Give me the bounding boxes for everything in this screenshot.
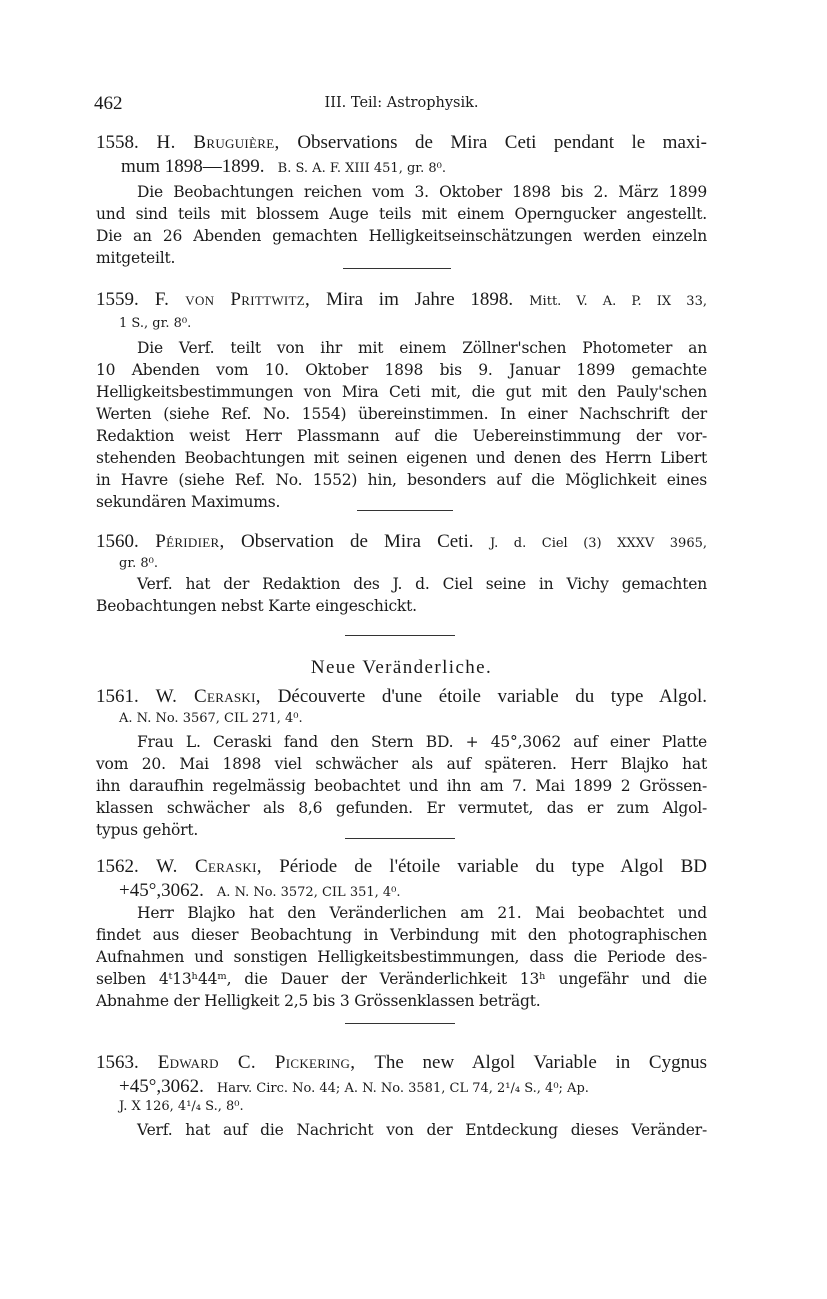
entry-author: H. Bruguière, (156, 132, 280, 153)
body-line: Redaktion weist Herr Plassmann auf die Uebereinstimmung der vor- (96, 427, 707, 445)
body-line: Die an 26 Abenden gemachten Helligkeitseinschätzungen werden einzeln (96, 227, 707, 245)
entry-title: Observations de Mira Ceti pendant le maxi- (297, 132, 707, 153)
entry-author: W. Ceraski, (155, 686, 261, 707)
body-line: Die Verf. teilt von ihr mit einem Zöllner'schen Photometer an (137, 339, 707, 357)
body-line: Frau L. Ceraski fand den Stern BD. + 45°,3062 auf einer Platte (137, 733, 707, 751)
entry-citation: B. S. A. F. XIII 451, gr. 8⁰. (277, 161, 446, 176)
body-line: klassen schwächer als 8,6 gefunden. Er vermutet, das er zum Algol- (96, 799, 707, 817)
entry-citation: Mitt. V. A. P. IX 33, (529, 294, 707, 309)
entry-title-cont: +45°,3062. (119, 880, 204, 901)
entry-author: Edward C. Pickering, (157, 1052, 356, 1073)
entry-1560-heading (96, 532, 707, 551)
separator-rule (357, 510, 453, 511)
body-line: Die Beobachtungen reichen vom 3. Oktober 1898 bis 2. März 1899 (137, 183, 707, 201)
body-line: Aufnahmen und sonstigen Helligkeitsbestimmungen, dass die Periode des- (96, 948, 707, 966)
entry-1563-heading (96, 1053, 707, 1072)
entry-citation-cont: A. N. No. 3567, CIL 271, 4⁰. (119, 711, 303, 726)
entry-number: 1563. (96, 1052, 139, 1073)
body-line: stehenden Beobachtungen mit seinen eigenen und denen des Herrn Libert (96, 449, 707, 467)
entry-number: 1561. (96, 686, 139, 707)
running-title: III. Teil: Astrophysik. (324, 95, 479, 111)
entry-1562-heading-cont (119, 881, 707, 900)
entry-1558-heading-cont (121, 157, 707, 176)
entry-title: The new Algol Variable in Cygnus (374, 1052, 707, 1073)
entry-number: 1558. (96, 132, 139, 153)
entry-title: Découverte d'une étoile variable du type Algol. (277, 686, 708, 707)
entry-citation: Harv. Circ. No. 44; A. N. No. 3581, CL 74, 2¹/₄ S., 4⁰; Ap. (216, 1081, 589, 1096)
entry-author: F. von Prittwitz, (154, 289, 311, 310)
body-line: Verf. hat der Redaktion des J. d. Ciel seine in Vichy gemachten (137, 575, 707, 593)
entry-title-cont: mum 1898—1899. (121, 156, 265, 177)
entry-title: Période de l'étoile variable du type Algol BD (279, 856, 707, 877)
body-line: sekundären Maximums. (96, 493, 281, 511)
body-line: ihn daraufhin regelmässig beobachtet und ihn am 7. Mai 1899 2 Grössen- (96, 777, 707, 795)
entry-citation: A. N. No. 3572, CIL 351, 4⁰. (216, 885, 401, 900)
entry-1562-heading (96, 857, 707, 876)
entry-1561-heading (96, 687, 707, 706)
body-line: mitgeteilt. (96, 249, 176, 267)
entry-title: Mira im Jahre 1898. (326, 289, 514, 310)
body-line: und sind teils mit blossem Auge teils mit einem Operngucker angestellt. (96, 205, 707, 223)
entry-author: Péridier, (155, 531, 225, 552)
entry-title: Observation de Mira Ceti. (240, 531, 474, 552)
body-line: vom 20. Mai 1898 viel schwächer als auf späteren. Herr Blajko hat (96, 755, 707, 773)
entry-citation: J. d. Ciel (3) XXXV 3965, (489, 536, 708, 551)
body-line: Helligkeitsbestimmungen von Mira Ceti mit, die gut mit den Pauly'schen (96, 383, 707, 401)
body-line: Herr Blajko hat den Veränderlichen am 21. Mai beobachtet und (137, 904, 707, 922)
body-line: Verf. hat auf die Nachricht von der Entdeckung dieses Veränder- (137, 1121, 707, 1139)
page-number: 462 (94, 93, 123, 114)
separator-rule (345, 838, 455, 839)
entry-author: W. Ceraski, (156, 856, 262, 877)
entry-title-cont: +45°,3062. (119, 1076, 204, 1097)
entry-1559-heading (96, 290, 707, 309)
entry-number: 1559. (96, 289, 139, 310)
entry-number: 1562. (96, 856, 139, 877)
body-line: Abnahme der Helligkeit 2,5 bis 3 Grössenklassen beträgt. (96, 992, 541, 1010)
entry-1558-heading (96, 133, 707, 152)
entry-citation-cont: J. X 126, 4¹/₄ S., 8⁰. (119, 1099, 244, 1114)
entry-citation-cont: 1 S., gr. 8⁰. (119, 316, 192, 331)
section-heading: Neue Veränderliche. (310, 657, 493, 678)
separator-rule (345, 1023, 455, 1024)
entry-number: 1560. (96, 531, 139, 552)
body-line: findet aus dieser Beobachtung in Verbindung mit den photographischen (96, 926, 707, 944)
body-line: typus gehört. (96, 821, 199, 839)
separator-rule (345, 635, 455, 636)
body-line: Werten (siehe Ref. No. 1554) übereinstimmen. In einer Nachschrift der (96, 405, 707, 423)
separator-rule (343, 268, 451, 269)
body-line: 10 Abenden vom 10. Oktober 1898 bis 9. Januar 1899 gemachte (96, 361, 707, 379)
body-line: in Havre (siehe Ref. No. 1552) hin, besonders auf die Möglichkeit eines (96, 471, 707, 489)
body-line: selben 4ᵗ13ʰ44ᵐ, die Dauer der Veränderlichkeit 13ʰ ungefähr und die (96, 970, 707, 988)
body-line: Beobachtungen nebst Karte eingeschickt. (96, 597, 417, 615)
entry-1563-heading-cont (119, 1077, 707, 1096)
entry-citation-cont: gr. 8⁰. (119, 556, 158, 571)
